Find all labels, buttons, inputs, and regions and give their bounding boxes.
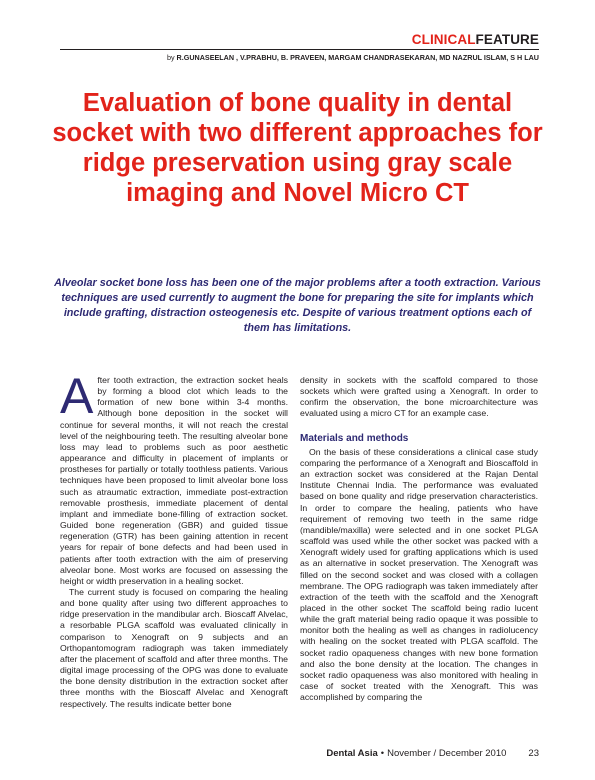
section-label-clinical: CLINICAL	[411, 32, 476, 47]
article-title: Evaluation of bone quality in dental socket with two different approaches for ridge preservation using gray scale imaging and Novel Micro CT	[52, 89, 543, 207]
section-label	[412, 32, 539, 47]
body-paragraph: density in sockets with the scaffold compared to those sockets which were grafted using a Xenograft. In order to confirm the observation, the bone microarchitecture was evaluated using a micro CT for an example case.	[300, 375, 538, 419]
issue-date: November / December 2010	[387, 748, 507, 759]
drop-cap: A	[60, 368, 94, 424]
body-paragraph	[60, 368, 288, 587]
body-paragraph: On the basis of these considerations a clinical case study comparing the performance of a Xenograft and Bioscaffold in an extraction socket was considered at the Rajan Dental Institute Chennai India. The performance was evaluated based on bone quality and ridge preservation characteristics. In order to compare the healing, patients who have requirement of removing two teeth in the same ridge (mandible/maxilla) were selected and in one socket PLGA scaffold was used while the other socket was packed with a Xenograft widely used for grafting applications which is used as an alternative in socket preservation. The Xenograft was filled on the second socket and was closed with a collagen membrane. The OPG radiograph was taken immediately after extraction of the teeth with the scaffold and the Xenograft placed in the other socket The scaffold being radio lucent while the graft material being radio opaque it was possible to monitor both the healing as well as changes in radiolucency with healing on the socket treated with PLGA scaffold. The socket radio opaqueness changes with new bone formation and also the bone density at the location. The changes in socket radio opaqueness was also monitored with healing in case of socket treated with the Xenograft. This was accomplished by comparing the	[300, 446, 538, 703]
body-column-left	[60, 368, 288, 710]
body-paragraph-text: fter tooth extraction, the extraction socket heals by forming a blood clot which leads to the formation of new bone within 3-4 months. Although bone deposition in the socket will continue for several months, it will not reach the crestal level of the neighbouring teeth. The resulting alveolar bone loss may lead to problems such as poor aesthetic appearance and difficulty in placement of implants or prostheses for partially or totally toothless patients. Various techniques have been proposed to limit alveolar bone loss such as atraumatic extraction, immediate post-extraction removable prosthesis, immediate placement of dental implant and immediate bone-filling of extraction socket. Guided bone regeneration (GBR) and guided tissue regeneration (GTR) has been gaining attention in recent years for repair of bone defects and had been used in patients after tooth extraction with the aim of preserving alveolar bone. Most works are focused on assessing the height or width preservation in a healing socket.	[60, 375, 288, 586]
standfirst: Alveolar socket bone loss has been one of the major problems after a tooth extraction. Various techniques are used currently to augment the bone for preparing the site for implants which include grafting, distraction osteogenesis etc. Despite of various treatment options each of them has limitations.	[54, 277, 541, 334]
page-number: 23	[528, 748, 539, 759]
page-footer	[326, 748, 539, 759]
footer-bullet: •	[380, 748, 385, 759]
section-heading: Materials and methods	[300, 432, 409, 444]
section-label-feature: FEATURE	[475, 32, 539, 47]
byline-prefix: by	[166, 53, 175, 62]
byline	[167, 53, 539, 62]
author-list: R.GUNASEELAN , V.PRABHU, B. PRAVEEN, MARGAM CHANDRASEKARAN, MD NAZRUL ISLAM, S H LAU	[176, 53, 539, 62]
journal-name: Dental Asia	[326, 748, 378, 759]
body-column-right	[300, 375, 538, 703]
header-rule	[60, 49, 539, 50]
body-paragraph: The current study is focused on comparing the healing and bone quality after using two different approaches to ridge preservation in the mandibular arch. Bioscaff Alvelac, a resorbable PLGA scaffold was evaluated clinically in comparison to Xenograft on 9 subjects and an Orthopantomogram radiograph was taken immediately after the placement of scaffold and after three months. The digital image processing of the OPG was done to evaluate the bone density distribution in the extraction socket after three months with the Bioscaff Alvelac and Xenograft respectively. The results indicate better bone	[60, 586, 288, 709]
